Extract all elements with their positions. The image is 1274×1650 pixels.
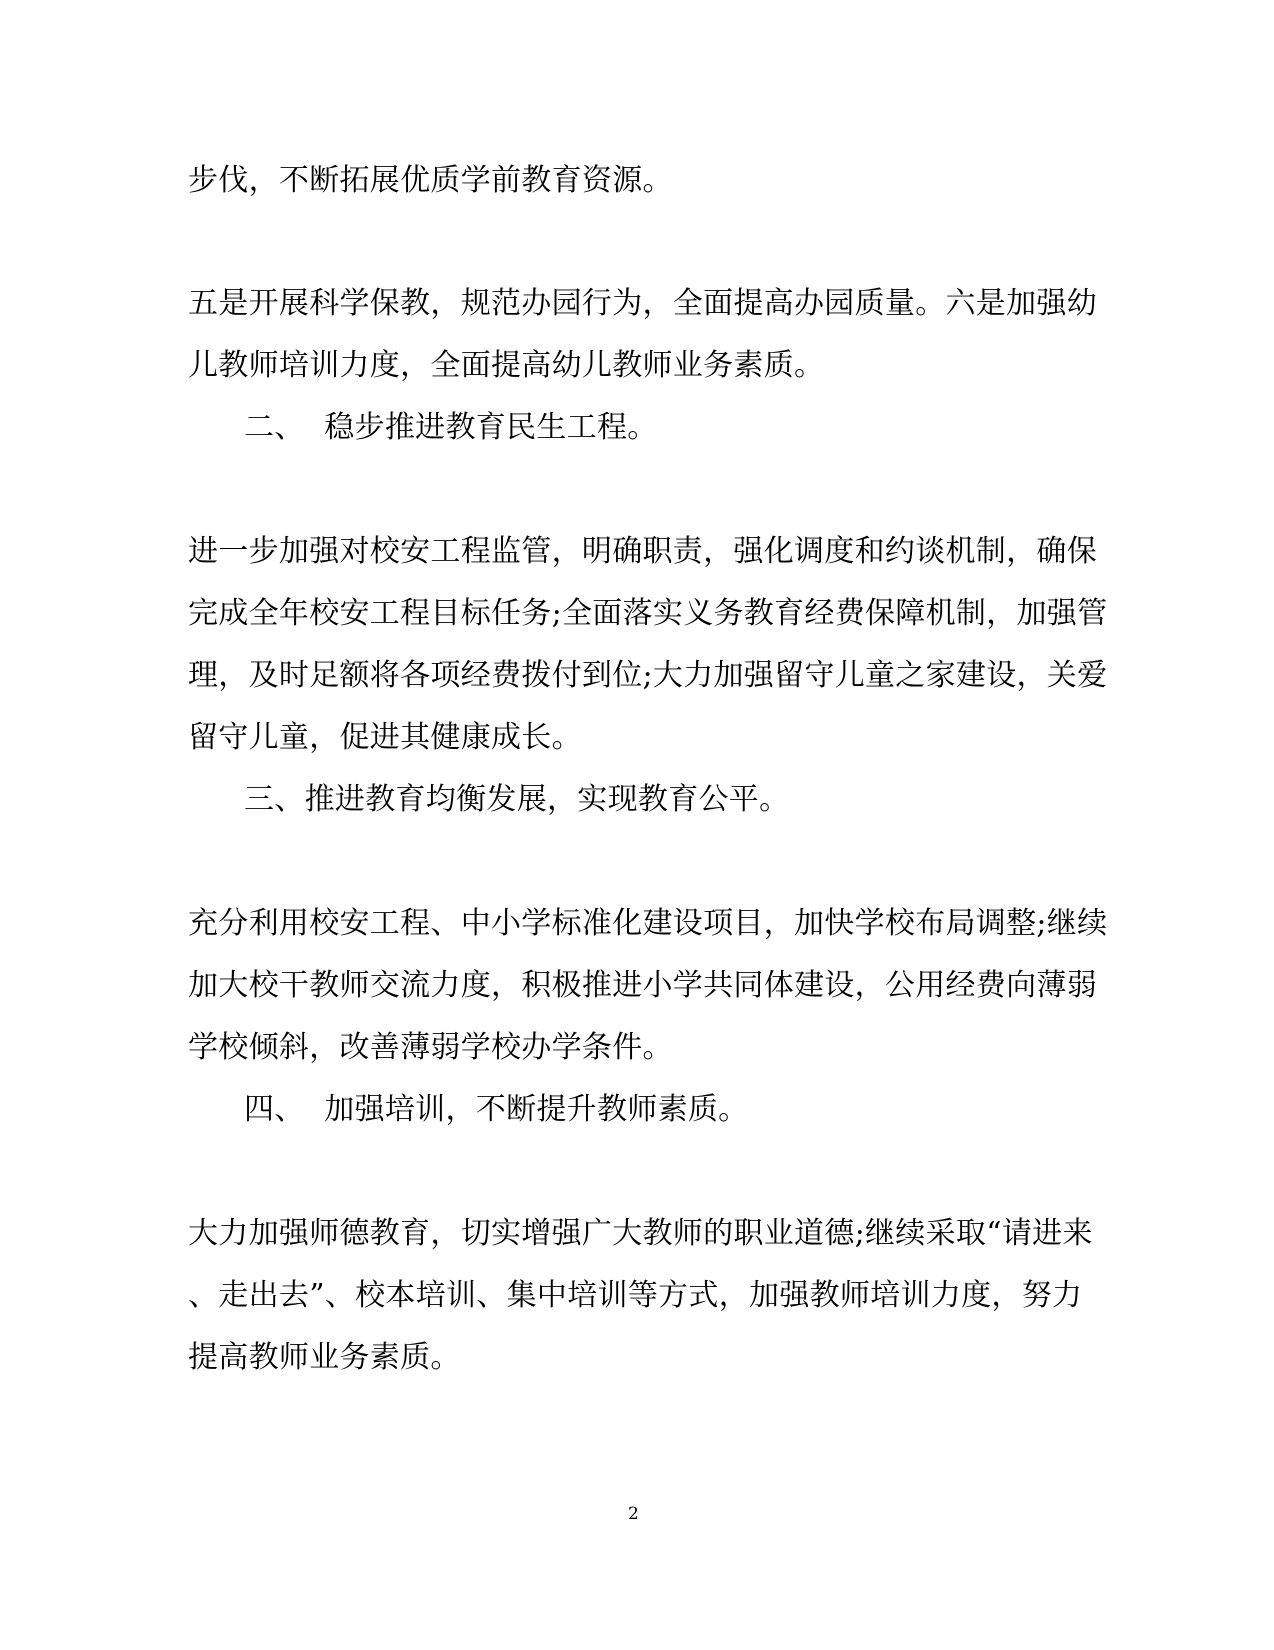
text-line: 儿教师培训力度，全面提高幼儿教师业务素质。 (188, 348, 825, 383)
text-line: 步伐，不断拓展优质学前教育资源。 (188, 163, 673, 198)
section-heading: 二、 稳步推进教育民生工程。 (244, 410, 658, 445)
text-line: 充分利用校安工程、中小学标准化建设项目，加快学校布局调整;继续 (188, 906, 1108, 941)
text-line: 加大校干教师交流力度，积极推进小学共同体建设，公用经费向薄弱 (188, 968, 1097, 1003)
text-line: 完成全年校安工程目标任务;全面落实义务教育经费保障机制，加强管 (188, 596, 1108, 631)
page-number: 2 (628, 1504, 639, 1524)
text-line: 大力加强师德教育，切实增强广大教师的职业道德;继续采取“请进来 (188, 1216, 1093, 1251)
section-heading: 三、推进教育均衡发展，实现教育公平。 (244, 782, 790, 817)
text-line: 理，及时足额将各项经费拨付到位;大力加强留守儿童之家建设，关爱 (188, 658, 1108, 693)
text-line: 进一步加强对校安工程监管，明确职责，强化调度和约谈机制，确保 (188, 534, 1097, 569)
text-line: 、走出去”、校本培训、集中培训等方式，加强教师培训力度，努力 (188, 1278, 1083, 1313)
text-line: 五是开展科学保教，规范办园行为，全面提高办园质量。六是加强幼 (188, 286, 1097, 321)
text-line: 学校倾斜，改善薄弱学校办学条件。 (188, 1030, 673, 1065)
text-line: 留守儿童，促进其健康成长。 (188, 720, 582, 755)
text-line: 提高教师业务素质。 (188, 1340, 461, 1375)
section-heading: 四、 加强培训，不断提升教师素质。 (244, 1092, 749, 1127)
